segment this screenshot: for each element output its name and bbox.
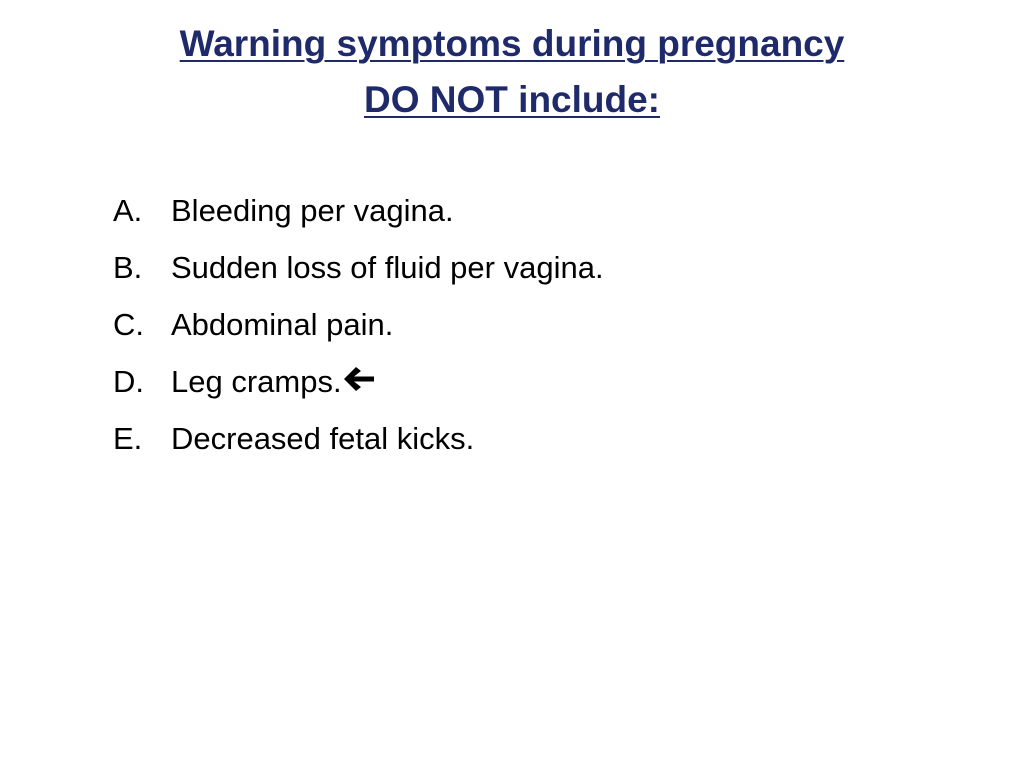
option-c <box>113 300 604 357</box>
option-text: Abdominal pain. <box>171 307 394 342</box>
answer-options-list <box>113 186 604 471</box>
option-text: Leg cramps. <box>171 364 342 399</box>
title-line-1-text: Warning symptoms during pregnancy <box>179 23 845 64</box>
option-a <box>113 186 604 243</box>
option-letter: D. <box>113 364 144 399</box>
title-line-2-text: DO NOT include: <box>364 79 660 120</box>
option-text: Decreased fetal kicks. <box>171 421 475 456</box>
option-d <box>113 357 604 414</box>
option-letter: E. <box>113 421 143 456</box>
option-e <box>113 414 604 471</box>
option-letter: B. <box>113 250 143 285</box>
left-arrow-icon <box>343 357 375 383</box>
option-text: Sudden loss of fluid per vagina. <box>171 250 604 285</box>
title-line-1 <box>0 16 1024 72</box>
option-b <box>113 243 604 300</box>
option-letter: C. <box>113 307 144 342</box>
option-text: Bleeding per vagina. <box>171 193 454 228</box>
option-letter: A. <box>113 193 143 228</box>
title-line-2 <box>0 72 1024 128</box>
slide-title <box>0 16 1024 128</box>
